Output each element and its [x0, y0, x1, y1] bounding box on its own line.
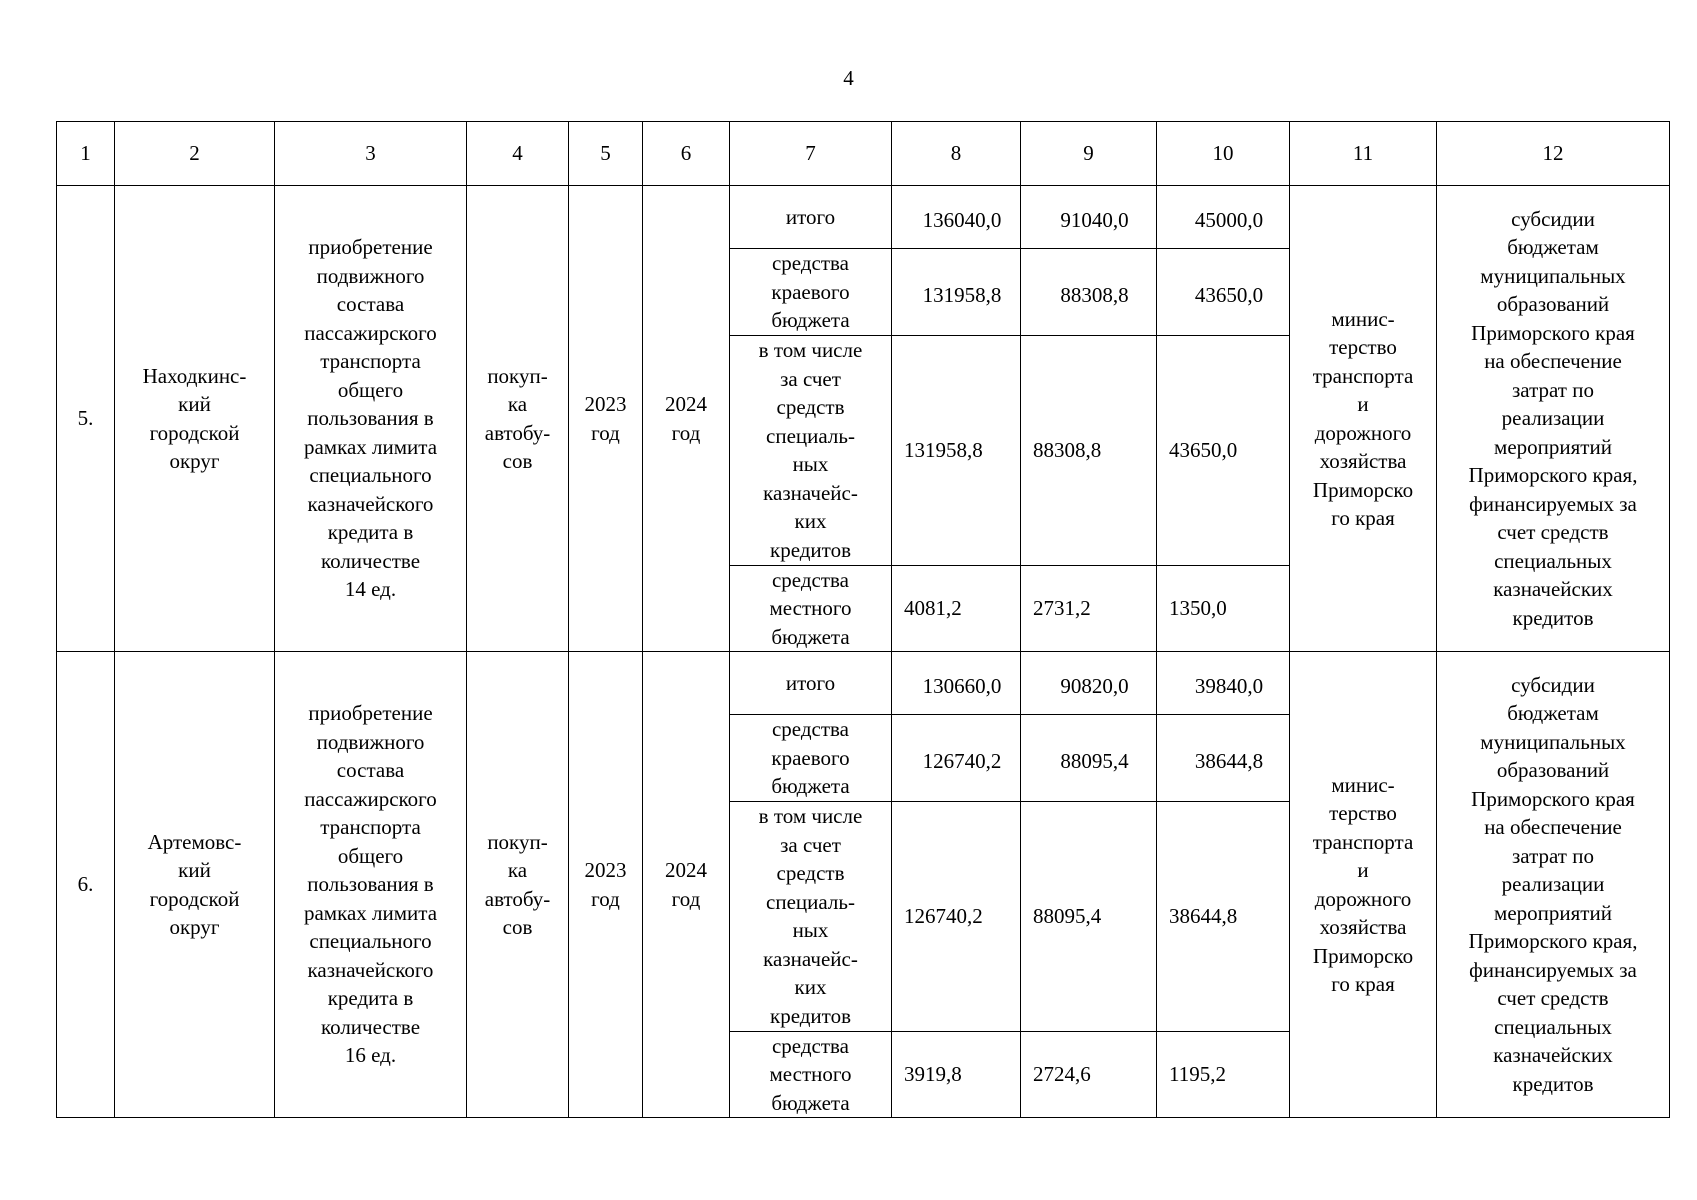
amount-year-2023: 88095,4: [1021, 801, 1157, 1031]
amount-year-2024: 39840,0: [1157, 652, 1290, 715]
finance-label: в том числе за счет средств специаль- ных казначейс- ких кредитов: [730, 335, 892, 565]
start-year-cell: 2023 год: [569, 652, 643, 1118]
table-row: [57, 186, 1670, 249]
amount-total: 131958,8: [892, 335, 1021, 565]
column-header: 12: [1437, 122, 1670, 186]
amount-year-2024: 43650,0: [1157, 335, 1290, 565]
municipality-cell: Находкинс- кий городской округ: [115, 186, 275, 652]
page-number: 4: [843, 66, 854, 90]
end-year-cell: 2024 год: [643, 652, 730, 1118]
finance-label: средства местного бюджета: [730, 1031, 892, 1118]
amount-total: 136040,0: [892, 186, 1021, 249]
amount-total: 130660,0: [892, 652, 1021, 715]
amount-year-2024: 38644,8: [1157, 715, 1290, 802]
amount-total: 3919,8: [892, 1031, 1021, 1118]
amount-year-2024: 1195,2: [1157, 1031, 1290, 1118]
amount-year-2024: 43650,0: [1157, 249, 1290, 336]
amount-year-2023: 88095,4: [1021, 715, 1157, 802]
column-header: 6: [643, 122, 730, 186]
amount-total: 131958,8: [892, 249, 1021, 336]
column-numbers-row: [57, 122, 1670, 186]
amount-year-2023: 2724,6: [1021, 1031, 1157, 1118]
amount-year-2024: 45000,0: [1157, 186, 1290, 249]
type-cell: покуп- ка автобу- сов: [467, 652, 569, 1118]
executor-cell: минис- терство транспорта и дорожного хозяйства Приморско го края: [1290, 652, 1437, 1118]
row-number: 5.: [57, 186, 115, 652]
amount-total: 4081,2: [892, 565, 1021, 652]
column-header: 7: [730, 122, 892, 186]
program-table: [56, 121, 1670, 1118]
amount-year-2023: 2731,2: [1021, 565, 1157, 652]
finance-label: средства местного бюджета: [730, 565, 892, 652]
amount-year-2023: 88308,8: [1021, 335, 1157, 565]
note-cell: субсидии бюджетам муниципальных образований Приморского края на обеспечение затрат по реализации мероприятий Приморского края, финансируемых за счет средств специальных казначейских кредитов: [1437, 186, 1670, 652]
column-header: 4: [467, 122, 569, 186]
column-header: 10: [1157, 122, 1290, 186]
column-header: 3: [275, 122, 467, 186]
amount-year-2024: 38644,8: [1157, 801, 1290, 1031]
column-header: 8: [892, 122, 1021, 186]
column-header: 2: [115, 122, 275, 186]
amount-year-2023: 90820,0: [1021, 652, 1157, 715]
column-header: 5: [569, 122, 643, 186]
finance-label: средства краевого бюджета: [730, 249, 892, 336]
amount-year-2024: 1350,0: [1157, 565, 1290, 652]
purpose-cell: приобретение подвижного состава пассажирского транспорта общего пользования в рамках лимита специального казначейского кредита в количестве 14 ед.: [275, 186, 467, 652]
amount-total: 126740,2: [892, 715, 1021, 802]
column-header: 1: [57, 122, 115, 186]
executor-cell: минис- терство транспорта и дорожного хозяйства Приморско го края: [1290, 186, 1437, 652]
amount-year-2023: 91040,0: [1021, 186, 1157, 249]
municipality-cell: Артемовс- кий городской округ: [115, 652, 275, 1118]
finance-label: итого: [730, 186, 892, 249]
purpose-cell: приобретение подвижного состава пассажирского транспорта общего пользования в рамках лимита специального казначейского кредита в количестве 16 ед.: [275, 652, 467, 1118]
start-year-cell: 2023 год: [569, 186, 643, 652]
amount-total: 126740,2: [892, 801, 1021, 1031]
finance-label: в том числе за счет средств специаль- ных казначейс- ких кредитов: [730, 801, 892, 1031]
note-cell: субсидии бюджетам муниципальных образований Приморского края на обеспечение затрат по реализации мероприятий Приморского края, финансируемых за счет средств специальных казначейских кредитов: [1437, 652, 1670, 1118]
finance-label: средства краевого бюджета: [730, 715, 892, 802]
table-row: [57, 652, 1670, 715]
amount-year-2023: 88308,8: [1021, 249, 1157, 336]
column-header: 11: [1290, 122, 1437, 186]
end-year-cell: 2024 год: [643, 186, 730, 652]
finance-label: итого: [730, 652, 892, 715]
type-cell: покуп- ка автобу- сов: [467, 186, 569, 652]
row-number: 6.: [57, 652, 115, 1118]
column-header: 9: [1021, 122, 1157, 186]
